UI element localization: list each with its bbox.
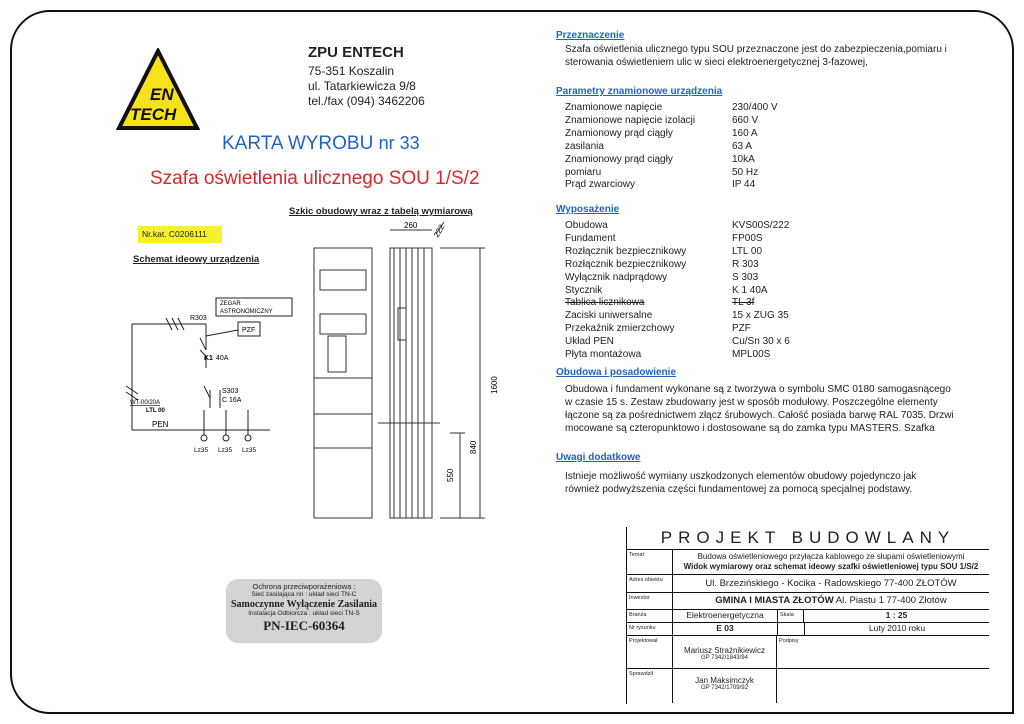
label-k1-rating: 40A [216, 355, 229, 362]
title-block [626, 527, 989, 704]
tb-temat-line-2: Widok wymiarowy oraz schemat ideowy szafki oświetleniowej typu SOU 1/S/2 [683, 562, 979, 571]
param-row: Znamionowe napięcie 230/400 V [565, 102, 778, 113]
param-row: Znamionowy prąd ciągły 10kA [565, 153, 755, 165]
document-title [222, 133, 420, 155]
tb-label-skala: Skala [778, 610, 804, 622]
logo-text-tech: TECH [130, 105, 177, 124]
equipment-list [565, 220, 852, 362]
param-row: Znamionowe napięcie izolacji 660 V [565, 114, 759, 126]
tb-projektant-name: Mariusz Strażnikiewicz [684, 646, 765, 655]
param-row: pomiaru 50 Hz [565, 166, 759, 178]
tb-value-projektant [673, 636, 777, 668]
document-title-main: KARTA WYROBU [222, 133, 374, 154]
dim-222: 222 [431, 222, 447, 239]
housing-text: Obudowa i fundament wykonane są z tworzywa o symbolu SMC 0180 samogasnącego w czasie 15 s. Zestaw zbudowany jest w sposób modułowy. Poszczególne elementy łączone są za pośrednictwem złącz śrubowych. Całość posiada barwę RAL 7035. Drzwi mocowane są czteropunktowo i dostosowane są do zamka typu MASTERS. Szafka [565, 384, 954, 434]
protection-box [226, 579, 382, 643]
tb-inwestor-address: Al. Piastu 1 77-400 Złotów [835, 595, 947, 606]
tb-row-branza [627, 610, 989, 623]
tb-value-skala: 1 : 25 [885, 610, 908, 620]
tb-row-temat [627, 550, 989, 575]
label-pzf: PZF [242, 327, 256, 334]
tb-inwestor-name: GMINA I MIASTA ZŁOTÓW [715, 595, 834, 606]
label-r303: R303 [190, 315, 207, 322]
param-row: Znamionowy prąd ciągły 160 A [565, 127, 758, 139]
equip-row: Układ PEN Cu/Sn 30 x 6 [565, 336, 790, 348]
title-block-header: PROJEKT BUDOWLANY [627, 527, 989, 550]
label-lz35-1: Lz35 [194, 447, 209, 454]
equip-row: Płyta montażowa MPL00S [565, 349, 771, 361]
equip-row: Fundament FP00S [565, 232, 763, 244]
housing-heading: Obudowa i posadowienie [556, 367, 677, 378]
equipment-heading: Wyposażenie [556, 204, 620, 215]
tb-value-branza: Elektroenergetyczna [673, 610, 778, 622]
tb-row-adres [627, 575, 989, 593]
tb-label-podpisy: Podpisy [779, 638, 799, 644]
dim-260: 260 [404, 221, 418, 230]
label-ltl: LTL 00 [146, 408, 165, 414]
entech-logo [116, 48, 200, 132]
params-heading: Parametry znamionowe urządzenia [556, 86, 723, 97]
label-k1: K1 [204, 355, 213, 362]
tb-value-sprawdzajacy [673, 669, 777, 703]
tb-sprawdzajacy-nr: GP 7342/1709/92 [701, 685, 748, 691]
schematic-diagram [120, 290, 300, 460]
dim-840: 840 [469, 440, 478, 454]
equip-row: Stycznik K 1 40A [565, 284, 768, 296]
tb-row-sprawdzil [627, 669, 989, 703]
tb-label-projektowal: Projektował [627, 636, 673, 668]
tb-blank-cell [778, 623, 805, 635]
param-row: Prąd zwarciowy IP 44 [565, 179, 756, 191]
label-lz35-3: Lz35 [242, 447, 257, 454]
tb-row-nr [627, 623, 989, 636]
tb-label-inwestor: Inwestor [627, 593, 673, 609]
sketch-caption: Szkic obudowy wraz z tabelą wymiarową [289, 206, 473, 217]
tb-label-sprawdzil: Sprawdził [627, 669, 673, 703]
label-zegar: ZEGAR [220, 301, 241, 307]
equip-row: Wyłącznik nadprądowy S 303 [565, 271, 759, 283]
label-pen: PEN [152, 420, 169, 429]
equip-row: Rozłącznik bezpiecznikowy LTL 00 [565, 245, 763, 257]
protection-line-2: Sieć zasilająca nn : układ sieci TN-C [251, 591, 357, 598]
label-wt: WT-00/20A [130, 400, 161, 406]
notes-heading: Uwagi dodatkowe [556, 452, 641, 463]
schematic-caption: Schemat ideowy urządzenia [133, 254, 260, 265]
equip-row: Rozłącznik bezpiecznikowy R 303 [565, 258, 759, 270]
document-subtitle: Szafa oświetlenia ulicznego SOU 1/S/2 [150, 168, 480, 189]
protection-line-4: Instalacja Odbiorcza : układ sieci TN-S [248, 610, 360, 617]
tb-temat-line-1: Budowa oświetleniowego przyłącza kablowego ze słupami oświetleniowymi [697, 552, 965, 561]
company-phone: tel./fax (094) 3462206 [308, 94, 425, 108]
equip-row: Obudowa KVS00S/222 [565, 220, 790, 231]
company-name: ZPU ENTECH [308, 44, 404, 61]
label-s303: S303 [222, 388, 239, 395]
tb-label-nr: Nr rysunku [627, 623, 673, 635]
label-lz35-2: Lz35 [218, 447, 233, 454]
tb-value-adres: Ul. Brzezińskiego - Kocika - Radowskiego 77-400 ZŁOTÓW [705, 578, 957, 589]
purpose-text: Szafa oświetlenia ulicznego typu SOU przeznaczone jest do zabezpieczenia,pomiaru i sterowania oświetleniem ulic w sieci elektroenergetycznej 3-fazowej, [565, 44, 947, 68]
dim-550: 550 [446, 468, 455, 482]
tb-projektant-nr: GP 7342/1843/94 [701, 655, 748, 661]
purpose-heading: Przeznaczenie [556, 30, 625, 41]
equip-row-struck: Tablica licznikowa TL 3f [565, 297, 755, 309]
protection-line-1: Ochrona przeciwporażeniowa : [252, 582, 356, 591]
tb-sprawdzajacy-name: Jan Maksimczyk [695, 676, 754, 685]
tb-row-projektowal [627, 636, 989, 669]
company-address-1: 75-351 Koszalin [308, 64, 395, 78]
tb-label-adres: Adres obiektu [627, 575, 673, 592]
equip-row: Przekaźnik zmierzchowy PZF [565, 323, 751, 335]
tb-value-inwestor [673, 593, 989, 609]
document-title-number: nr 33 [378, 133, 420, 153]
params-list [565, 102, 852, 192]
tb-row-inwestor [627, 593, 989, 610]
company-address-2: ul. Tatarkiewicza 9/8 [308, 79, 416, 93]
notes-text: Istnieje możliwość wymiany uszkodzonych elementów obudowy pojedynczo jak również podwyższenia części fundamentowej za pomocą specjalnej podstawy. [565, 471, 917, 495]
label-astronomiczny: ASTRONOMICZNY [220, 309, 273, 315]
dim-1600: 1600 [490, 376, 499, 394]
equip-row: Zaciski uniwersalne 15 x ZUG 35 [565, 310, 789, 322]
param-row: zasilania 63 A [565, 140, 753, 152]
tb-value-date: Luty 2010 roku [868, 623, 926, 633]
protection-line-3: Samoczynne Wyłączenie Zasilania [230, 599, 378, 610]
tb-value-temat [673, 550, 989, 574]
tb-label-temat: Temat [627, 550, 673, 574]
catalog-number-badge: Nr.kat. C0206111 [138, 226, 222, 243]
enclosure-sketch [300, 218, 522, 528]
tb-label-branza: Branża [627, 610, 673, 622]
label-c16a: C 16A [222, 397, 242, 404]
protection-line-5: PN-IEC-60364 [263, 618, 345, 633]
logo-text-en: EN [150, 85, 174, 104]
tb-value-nr: E 03 [673, 623, 778, 635]
